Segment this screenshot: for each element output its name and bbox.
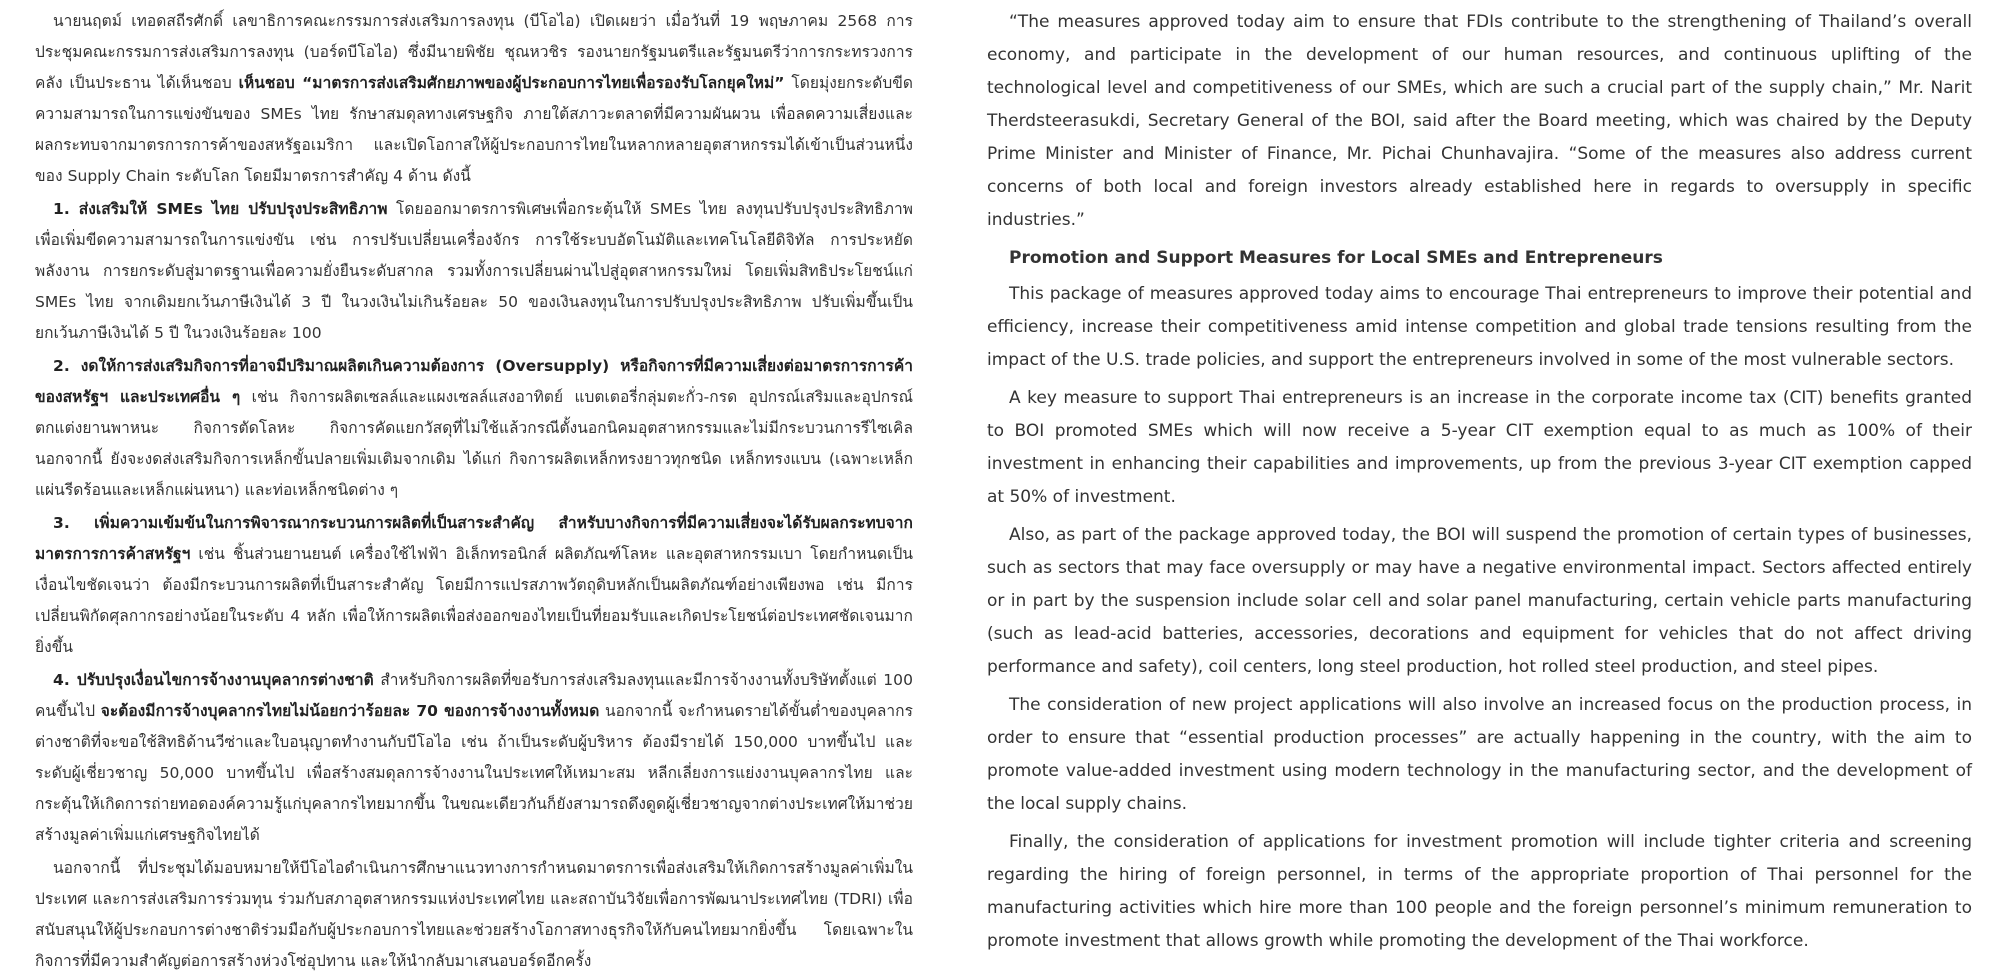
thai-paragraph-intro: นายนฤตม์ เทอดสถีรศักดิ์ เลขาธิการคณะกรรมการส่งเสริมการลงทุน (บีโอไอ) เปิดเผยว่า เมื่อวันที่ 19 พฤษภาคม 2568 การประชุมคณะกรรมการส่งเสริมการลงทุน (บอร์ดบีโอไอ) ซึ่งมีนายพิชัย ชุณหวชิร รองนายกรัฐมนตรีและรัฐมนตรีว่าการกระทรวงการคลัง เป็นประธาน ได้เห็นชอบ เห็นชอบ “มาตรการส่งเสริมศักยภาพของผู้ประกอบการไทยเพื่อรองรับโลกยุคใหม่” โดยมุ่งยกระดับขีดความสามารถในการแข่งขันของ SMEs ไทย รักษาสมดุลทางเศรษฐกิจ ภายใต้สภาวะตลาดที่มีความผันผวน เพื่อลดความเสี่ยงและผลกระทบจากมาตรการการค้าของสหรัฐอเมริกา และเปิดโอกาสให้ผู้ประกอบการไทยในหลากหลายอุตสาหกรรมได้เข้าเป็นส่วนหนึ่งของ Supply Chain ระดับโลก โดยมีมาตรการสำคัญ 4 ด้าน ดังนี้: [35, 12, 913, 185]
english-paragraph-cit: A key measure to support Thai entrepreneurs is an increase in the corporate income tax (CIT) benefits granted to BOI promoted SMEs which will now receive a 5-year CIT exemption equal to as much as 100% of their investment in enhancing their capabilities and improvements, up from the previous 3-year CIT exemption capped at 50% of investment.: [987, 388, 1972, 507]
thai-paragraph-measure-4: 4. ปรับปรุงเงื่อนไขการจ้างงานบุคลากรต่างชาติ สำหรับกิจการผลิตที่ขอรับการส่งเสริมลงทุนและมีการจ้างงานทั้งบริษัทตั้งแต่ 100 คนขึ้นไป จะต้องมีการจ้างบุคลากรไทยไม่น้อยกว่าร้อยละ 70 ของการจ้างงานทั้งหมด นอกจากนี้ จะกำหนดรายได้ขั้นต่ำของบุคลากรต่างชาติที่จะขอใช้สิทธิด้านวีซ่าและใบอนุญาตทำงานกับบีโอไอ เช่น ถ้าเป็นระดับผู้บริหาร ต้องมีรายได้ 150,000 บาทขึ้นไป และระดับผู้เชี่ยวชาญ 50,000 บาทขึ้นไป เพื่อสร้างสมดุลการจ้างงานในประเทศให้เหมาะสม หลีกเลี่ยงการแย่งงานบุคลากรไทย และกระตุ้นให้เกิดการถ่ายทอดองค์ความรู้แก่บุคลากรไทยมากขึ้น ในขณะเดียวกันก็ยังสามารถดึงดูดผู้เชี่ยวชาญจากต่างประเทศให้มาช่วยสร้างมูลค่าเพิ่มแก่เศรษฐกิจไทยได้: [35, 671, 913, 844]
english-paragraph-foreign-personnel: Finally, the consideration of applications for investment promotion will include tighter criteria and screening regarding the hiring of foreign personnel, in terms of the appropriate proportion of Thai personnel for the manufacturing activities which hire more than 100 people and the foreign personnel’s minimum remuneration to promote investment that allows growth while promoting the development of the Thai workforce.: [987, 832, 1972, 951]
thai-measure-3-title: 3. เพิ่มความเข้มข้นในการพิจารณากระบวนการผลิตที่เป็นสาระสำคัญ สำหรับบางกิจการที่มีความเสี่ยงจะได้รับผลกระทบจากมาตรการการค้าสหรัฐฯ: [35, 514, 913, 563]
thai-paragraph-closing: นอกจากนี้ ที่ประชุมได้มอบหมายให้บีโอไอดำเนินการศึกษาแนวทางการกำหนดมาตรการเพื่อส่งเสริมให้เกิดการสร้างมูลค่าเพิ่มในประเทศ และการส่งเสริมการร่วมทุน ร่วมกับสภาอุตสาหกรรมแห่งประเทศไทย และสถาบันวิจัยเพื่อการพัฒนาประเทศไทย (TDRI) เพื่อสนับสนุนให้ผู้ประกอบการต่างชาติร่วมมือกับผู้ประกอบการไทยและช่วยสร้างโอกาสทางธุรกิจให้กับคนไทยมากยิ่งขึ้น โดยเฉพาะในกิจการที่มีความสำคัญต่อการสร้างห่วงโซ่อุปทาน และให้นำกลับมาเสนอบอร์ดอีกครั้ง: [35, 859, 913, 970]
thai-intro-highlight: เห็นชอบ “มาตรการส่งเสริมศักยภาพของผู้ประกอบการไทยเพื่อรองรับโลกยุคใหม่”: [238, 74, 785, 92]
thai-paragraph-measure-2: 2. งดให้การส่งเสริมกิจการที่อาจมีปริมาณผลิตเกินความต้องการ (Oversupply) หรือกิจการที่มีความเสี่ยงต่อมาตรการการค้าของสหรัฐฯ และประเทศอื่น ๆ เช่น กิจการผลิตเซลล์และแผงเซลล์แสงอาทิตย์ แบตเตอรี่กลุ่มตะกั่ว-กรด อุปกรณ์เสริมและอุปกรณ์ตกแต่งยานพาหนะ กิจการตัดโลหะ กิจการคัดแยกวัสดุที่ไม่ใช้แล้วกรณีตั้งนอกนิคมอุตสาหกรรมและไม่มีกระบวนการรีไซเคิล นอกจากนี้ ยังจะงดส่งเสริมกิจการเหล็กขั้นปลายเพิ่มเติมจากเดิม ได้แก่ กิจการผลิตเหล็กทรงยาวทุกชนิด เหล็กทรงแบน (เฉพาะเหล็กแผ่นรีดร้อนและเหล็กแผ่นหนา) และท่อเหล็กชนิดต่าง ๆ: [35, 357, 913, 499]
thai-measure-4-highlight: จะต้องมีการจ้างบุคลากรไทยไม่น้อยกว่าร้อยละ 70 ของการจ้างงานทั้งหมด: [100, 702, 600, 720]
thai-paragraph-measure-3: 3. เพิ่มความเข้มข้นในการพิจารณากระบวนการผลิตที่เป็นสาระสำคัญ สำหรับบางกิจการที่มีความเสี่ยงจะได้รับผลกระทบจากมาตรการการค้าสหรัฐฯ เช่น ชิ้นส่วนยานยนต์ เครื่องใช้ไฟฟ้า อิเล็กทรอนิกส์ ผลิตภัณฑ์โลหะ และอุตสาหกรรมเบา โดยกำหนดเป็นเงื่อนไขชัดเจนว่า ต้องมีกระบวนการผลิตที่เป็นสาระสำคัญ โดยมีการแปรสภาพวัตถุดิบหลักเป็นผลิตภัณฑ์อย่างเพียงพอ เช่น มีการเปลี่ยนพิกัดศุลกากรอย่างน้อยในระดับ 4 หลัก เพื่อให้การผลิตเพื่อส่งออกของไทยเป็นที่ยอมรับและเกิดประโยชน์ต่อประเทศชัดเจนมากยิ่งขึ้น: [35, 514, 913, 656]
thai-measure-4-title: 4. ปรับปรุงเงื่อนไขการจ้างงานบุคลากรต่างชาติ: [53, 671, 374, 689]
english-paragraph-package: This package of measures approved today aims to encourage Thai entrepreneurs to improve their potential and efficiency, increase their competitiveness amid intense competition and global trade tensions resulting from the impact of the U.S. trade policies, and support the entrepreneurs involved in some of the most vulnerable sectors.: [987, 284, 1972, 370]
english-paragraph-quote: “The measures approved today aim to ensure that FDIs contribute to the strengthening of Thailand’s overall economy, and participate in the development of our human resources, and continuous uplifting of the technological level and competitiveness of our SMEs, which are such a crucial part of the supply chain,” Mr. Narit Therdsteerasukdi, Secretary General of the BOI, said after the Board meeting, which was chaired by the Deputy Prime Minister and Minister of Finance, Mr. Pichai Chunhavajira. “Some of the measures also address current concerns of both local and foreign investors already established here in regards to oversupply in specific industries.”: [987, 12, 1972, 230]
thai-article-column: [35, 6, 913, 979]
english-paragraph-production: The consideration of new project applications will also involve an increased focus on the production process, in order to ensure that “essential production processes” are actually happening in the country, with the aim to promote value-added investment using modern technology in the manufacturing sector, and the development of the local supply chains.: [987, 695, 1972, 814]
english-paragraph-suspension: Also, as part of the package approved today, the BOI will suspend the promotion of certain types of businesses, such as sectors that may face oversupply or may have a negative environmental impact. Sectors affected entirely or in part by the suspension include solar cell and solar panel manufacturing, certain vehicle parts manufacturing (such as lead-acid batteries, accessories, decorations and equipment for vehicles that do not affect driving performance and safety), coil centers, long steel production, hot rolled steel production, and steel pipes.: [987, 525, 1972, 677]
thai-paragraph-measure-1: 1. ส่งเสริมให้ SMEs ไทย ปรับปรุงประสิทธิภาพ โดยออกมาตรการพิเศษเพื่อกระตุ้นให้ SMEs ไทย ลงทุนปรับปรุงประสิทธิภาพ เพื่อเพิ่มขีดความสามารถในการแข่งขัน เช่น การปรับเปลี่ยนเครื่องจักร การใช้ระบบอัตโนมัติและเทคโนโลยีดิจิทัล การประหยัดพลังงาน การยกระดับสู่มาตรฐานเพื่อความยั่งยืนระดับสากล รวมทั้งการเปลี่ยนผ่านไปสู่อุตสาหกรรมใหม่ โดยเพิ่มสิทธิประโยชน์แก่ SMEs ไทย จากเดิมยกเว้นภาษีเงินได้ 3 ปี ในวงเงินไม่เกินร้อยละ 50 ของเงินลงทุนในการปรับปรุงประสิทธิภาพ ปรับเพิ่มขึ้นเป็นยกเว้นภาษีเงินได้ 5 ปี ในวงเงินร้อยละ 100: [35, 200, 913, 342]
english-section-heading: Promotion and Support Measures for Local SMEs and Entrepreneurs: [1009, 248, 1663, 268]
thai-measure-2-title: 2. งดให้การส่งเสริมกิจการที่อาจมีปริมาณผลิตเกินความต้องการ (Oversupply) หรือกิจการที่มีความเสี่ยงต่อมาตรการการค้าของสหรัฐฯ และประเทศอื่น ๆ: [35, 357, 913, 406]
english-article-column: [987, 6, 1972, 963]
thai-measure-1-title: 1. ส่งเสริมให้ SMEs ไทย ปรับปรุงประสิทธิภาพ: [53, 200, 388, 218]
